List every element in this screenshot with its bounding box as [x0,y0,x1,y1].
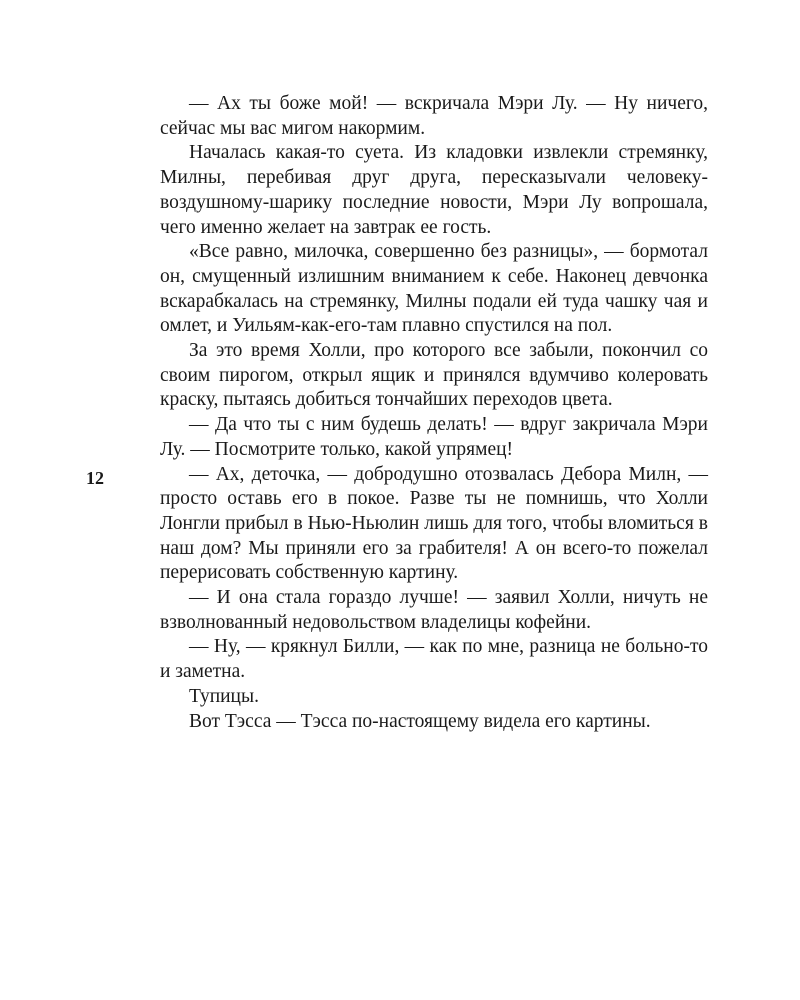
paragraph: Вот Тэсса — Тэсса по-настоящему видела его картины. [189,710,651,732]
paragraph: За это время Холли, про которого все забыли, покончил со своим пирогом, открыл ящик и принялся вдумчиво колеровать краску, пытаясь добиться тончайших переходов цвета. [160,340,708,411]
page-number: 12 [86,468,104,488]
paragraph: Тупицы. [189,685,259,707]
paragraph: — И она стала гораздо лучше! — заявил Холли, ничуть не взволнованный недовольством владелицы кофейни. [160,587,708,633]
text-column [160,92,708,734]
paragraph: — Ах, деточка, — добродушно отозвалась Дебора Милн, — просто оставь его в покое. Разве ты не помнишь, что Холли Лонгли прибыл в Нью-Ньюлин лишь для того, чтобы вломиться в наш дом? Мы приняли его за грабителя! А он всего-то пожелал перерисовать собственную картину. [160,463,708,584]
paragraph: — Да что ты с ним будешь делать! — вдруг закричала Мэри Лу. — Посмотрите только, какой упрямец! [160,414,708,460]
paragraph: «Все равно, милочка, совершенно без разницы», — бормотал он, смущенный излишним вниманием к себе. Наконец девчонка вскарабкалась на стремянку, Милны подали ей туда чашку чая и омлет, и Уильям-как-его-там плавно спустился на пол. [160,241,708,337]
paragraph: — Ну, — крякнул Билли, — как по мне, разница не больно-то и заметна. [160,636,708,683]
paragraph: — Ах ты боже мой! — вскричала Мэри Лу. — Ну ничего, сейчас мы вас мигом накормим. [160,93,708,139]
paragraph: Началась какая-то суета. Из кладовки извлекли стремянку, Милны, перебивая друг друга, пересказыvали человеку-воздушному-шарику последние новости, Мэри Лу вопрошала, чего именно желает на завтрак ее гость. [160,142,708,238]
